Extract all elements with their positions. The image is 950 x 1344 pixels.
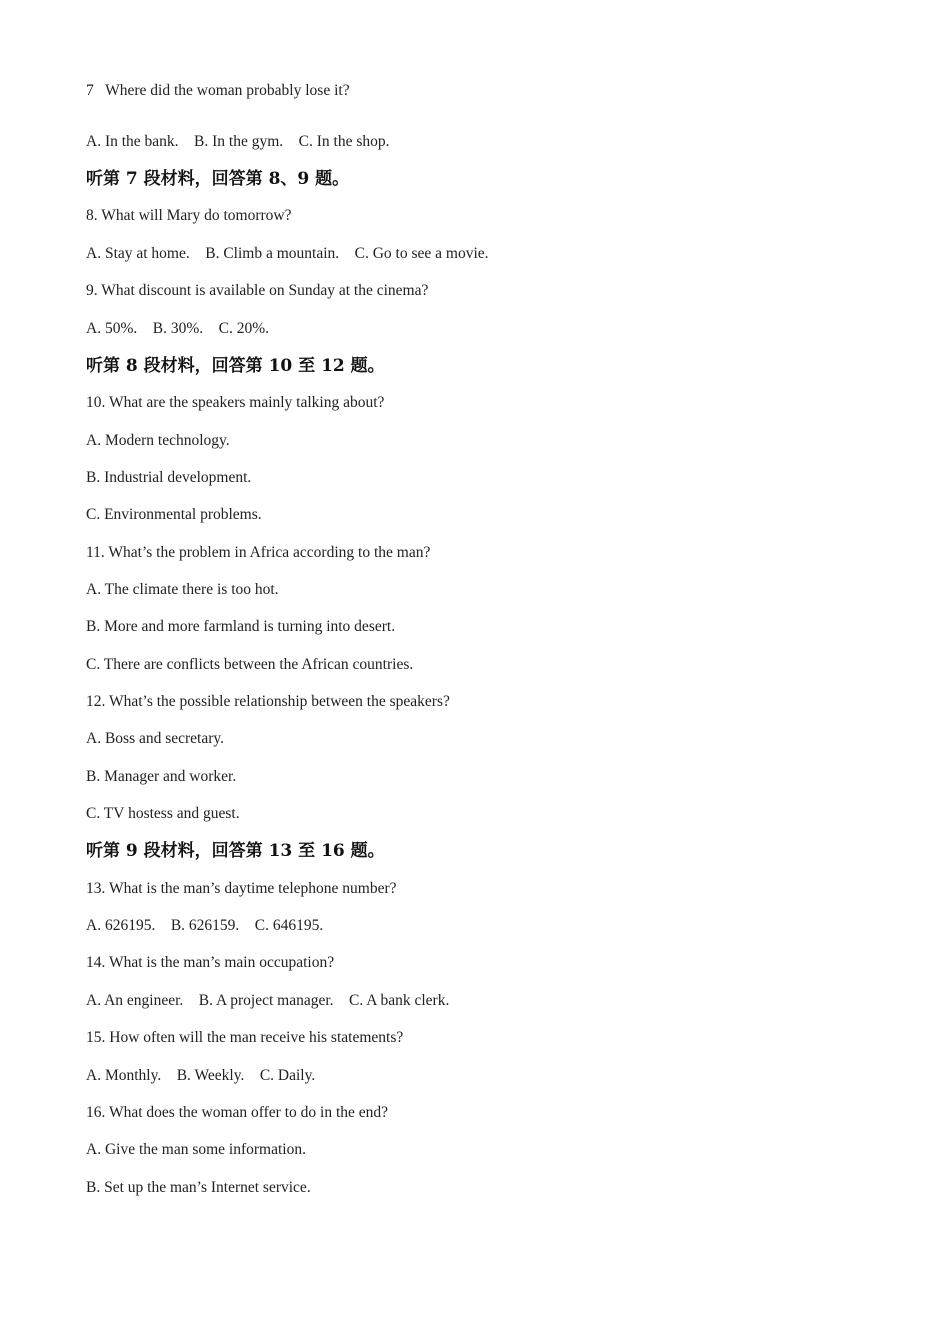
- question-13-options: A. 626195. B. 626159. C. 646195.: [86, 917, 324, 934]
- question-11-text: 11. What’s the problem in Africa according to the man?: [86, 544, 431, 561]
- question-7-options: A. In the bank. B. In the gym. C. In the shop.: [86, 133, 390, 150]
- question-12-option-b: B. Manager and worker.: [86, 768, 237, 785]
- question-12-option-a: A. Boss and secretary.: [86, 730, 225, 747]
- section-7-heading: 听第 7 段材料，回答第 8、9 题。: [86, 169, 350, 189]
- question-10-option-b: B. Industrial development.: [86, 469, 252, 486]
- question-12-text: 12. What’s the possible relationship between the speakers?: [86, 693, 450, 710]
- question-11-option-a: A. The climate there is too hot.: [86, 581, 279, 598]
- section-8-heading: 听第 8 段材料，回答第 10 至 12 题。: [86, 356, 385, 376]
- question-10-option-a: A. Modern technology.: [86, 432, 230, 449]
- question-16-option-b: B. Set up the man’s Internet service.: [86, 1179, 311, 1196]
- section-9-heading: 听第 9 段材料，回答第 13 至 16 题。: [86, 841, 385, 861]
- question-11-option-b: B. More and more farmland is turning into desert.: [86, 618, 396, 635]
- question-10-option-c: C. Environmental problems.: [86, 506, 262, 523]
- question-8-text: 8. What will Mary do tomorrow?: [86, 207, 292, 224]
- question-7-text: 7 Where did the woman probably lose it?: [86, 82, 350, 99]
- question-9-text: 9. What discount is available on Sunday at the cinema?: [86, 282, 429, 299]
- question-11-option-c: C. There are conflicts between the African countries.: [86, 656, 414, 673]
- question-13-text: 13. What is the man’s daytime telephone number?: [86, 880, 397, 897]
- question-14-text: 14. What is the man’s main occupation?: [86, 954, 335, 971]
- question-10-text: 10. What are the speakers mainly talking about?: [86, 394, 385, 411]
- question-8-options: A. Stay at home. B. Climb a mountain. C. Go to see a movie.: [86, 245, 489, 262]
- question-16-option-a: A. Give the man some information.: [86, 1141, 306, 1158]
- question-15-text: 15. How often will the man receive his statements?: [86, 1029, 404, 1046]
- question-15-options: A. Monthly. B. Weekly. C. Daily.: [86, 1067, 316, 1084]
- question-9-options: A. 50%. B. 30%. C. 20%.: [86, 320, 269, 337]
- question-12-option-c: C. TV hostess and guest.: [86, 805, 240, 822]
- question-16-text: 16. What does the woman offer to do in the end?: [86, 1104, 389, 1121]
- question-14-options: A. An engineer. B. A project manager. C. A bank clerk.: [86, 992, 450, 1009]
